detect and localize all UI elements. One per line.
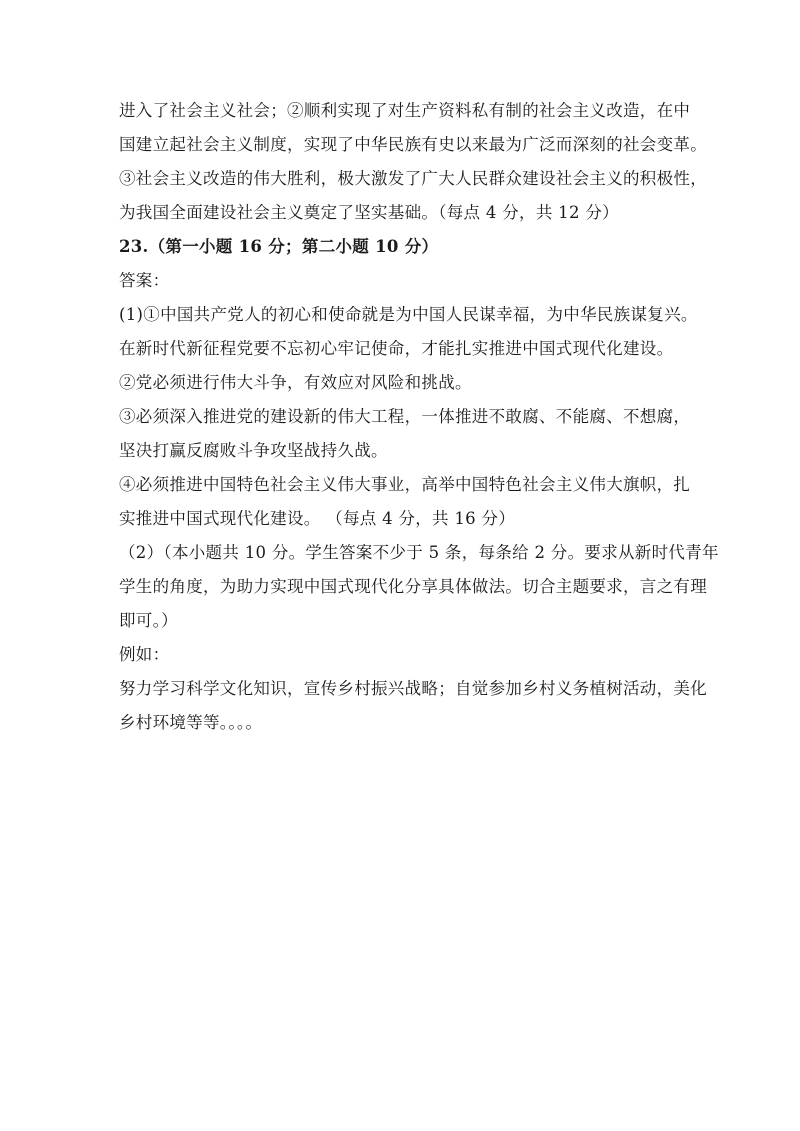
question-heading: 23.（第一小题 16 分；第二小题 10 分） <box>119 237 439 256</box>
text-line: ③社会主义改造的伟大胜利，极大激发了广大人民群众建设社会主义的积极性， <box>119 169 707 188</box>
text-line: 学生的角度，为助力实现中国式现代化分享具体做法。切合主题要求，言之有理 <box>119 577 707 596</box>
text-line: 国建立起社会主义制度，实现了中华民族有史以来最为广泛而深刻的社会变革。 <box>119 135 707 154</box>
text-line: 在新时代新征程党要不忘初心牢记使命，才能扎实推进中国式现代化建设。 <box>119 339 674 358</box>
text-line: 进入了社会主义社会；②顺利实现了对生产资料私有制的社会主义改造，在中 <box>119 101 691 120</box>
text-line: （2）（本小题共 10 分。学生答案不少于 5 条，每条给 2 分。要求从新时代青年 <box>119 543 719 562</box>
text-line: 坚决打赢反腐败斗争攻坚战持久战。 <box>119 441 388 460</box>
text-line: 实推进中国式现代化建设。 （每点 4 分，共 16 分） <box>119 509 516 528</box>
text-line: 乡村环境等等。。。。 <box>119 713 263 732</box>
text-line: 即可。） <box>119 611 178 630</box>
text-line: 努力学习科学文化知识，宣传乡村振兴战略；自觉参加乡村义务植树活动，美化 <box>119 679 707 698</box>
text-line: (1)①中国共产党人的初心和使命就是为中国人民谋幸福，为中华民族谋复兴。 <box>119 305 698 324</box>
answer-text-block <box>119 94 719 740</box>
text-line: ②党必须进行伟大斗争，有效应对风险和挑战。 <box>119 373 472 392</box>
example-label: 例如： <box>119 645 170 664</box>
text-line: ④必须推进中国特色社会主义伟大事业，高举中国特色社会主义伟大旗帜，扎 <box>119 475 691 494</box>
text-line: ③必须深入推进党的建设新的伟大工程，一体推进不敢腐、不能腐、不想腐， <box>119 407 691 426</box>
text-line: 为我国全面建设社会主义奠定了坚实基础。（每点 4 分，共 12 分） <box>119 203 619 222</box>
answer-label: 答案： <box>119 271 170 290</box>
